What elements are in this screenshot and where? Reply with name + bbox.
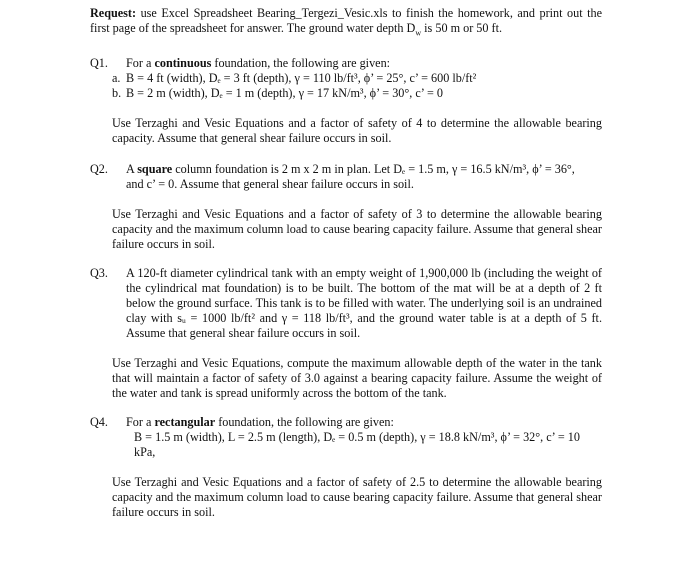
q2-number: Q2. [90,162,108,176]
q4-given: B = 1.5 m (width), L = 2.5 m (length), Dₑ = 0.5 m (depth), γ = 18.8 kN/m³, ϕ’ = 32°, c’ = 10 kPa, [134,430,580,459]
request-text: use Excel Spreadsheet Bearing_Tergezi_Vesic.xls to finish the homework, and print out the first page of the spreadsheet for answer. The ground water depth D [90,6,603,35]
homework-document [90,6,602,520]
question-4 [90,415,602,520]
q1-instruction: Use Terzaghi and Vesic Equations and a factor of safety of 4 to determine the allowable bearing capacity. Assume that general shear failure occurs in soil. [112,116,602,145]
q1-item-a [90,71,602,86]
question-3 [90,266,602,401]
q1-number: Q1. [90,56,108,70]
q1-item-b-label: b. [112,86,122,100]
q1-item-b [90,86,602,101]
q4-header [90,415,602,430]
q4-intro: For a rectangular foundation, the following are given: [126,415,394,429]
q3-number: Q3. [90,266,108,280]
request-label: Request: [90,6,137,20]
question-2 [90,162,602,252]
request-subscript: w [415,28,422,38]
q1-intro: For a continuous foundation, the following are given: [126,56,391,70]
q1-header [90,56,602,71]
question-1 [90,56,602,146]
q3-intro: A 120-ft diameter cylindrical tank with an empty weight of 1,900,000 lb (including the weight of the cylindrical mat foundation) is to be built. The bottom of the mat will be at a depth of 2 ft below the ground surface. This tank is to be filled with water. The underlying soil is an undrained clay with sᵤ = 1000 lb/ft² and γ = 118 lb/ft³, and the ground water table is at a depth of 5 ft. Assume that general shear failure occurs in soil. [126,266,602,340]
q1-item-a-label: a. [112,71,121,85]
request-paragraph [90,6,602,36]
q1-item-b-text: B = 2 m (width), Dₑ = 1 m (depth), γ = 17 kN/m³, ϕ’ = 30°, c’ = 0 [126,86,443,100]
q2-header [90,162,602,177]
q2-instruction: Use Terzaghi and Vesic Equations and a factor of safety of 3 to determine the allowable bearing capacity and the maximum column load to cause bearing capacity failure. Assume that general shear failure occurs in soil. [112,207,602,251]
q4-instruction: Use Terzaghi and Vesic Equations and a factor of safety of 2.5 to determine the allowable bearing capacity and the maximum column load to cause bearing capacity failure. Assume that general shear failure occurs in soil. [112,475,602,519]
q2-intro-cont: and c’ = 0. Assume that general shear failure occurs in soil. [126,177,414,191]
q3-header [90,266,602,341]
request-tail: is 50 m or 50 ft. [421,21,503,35]
q4-number: Q4. [90,415,108,429]
q1-item-a-text: B = 4 ft (width), Dₑ = 3 ft (depth), γ = 110 lb/ft³, ϕ’ = 25°, c’ = 600 lb/ft² [126,71,477,85]
q2-intro: A square column foundation is 2 m x 2 m in plan. Let Dₑ = 1.5 m, γ = 16.5 kN/m³, ϕ’ = 36°, [126,162,575,176]
q3-instruction: Use Terzaghi and Vesic Equations, compute the maximum allowable depth of the water in the tank that will maintain a factor of safety of 3.0 against a bearing capacity failure. Assume the weight of the water and tank is spread uniformly across the bottom of the tank. [112,356,602,400]
